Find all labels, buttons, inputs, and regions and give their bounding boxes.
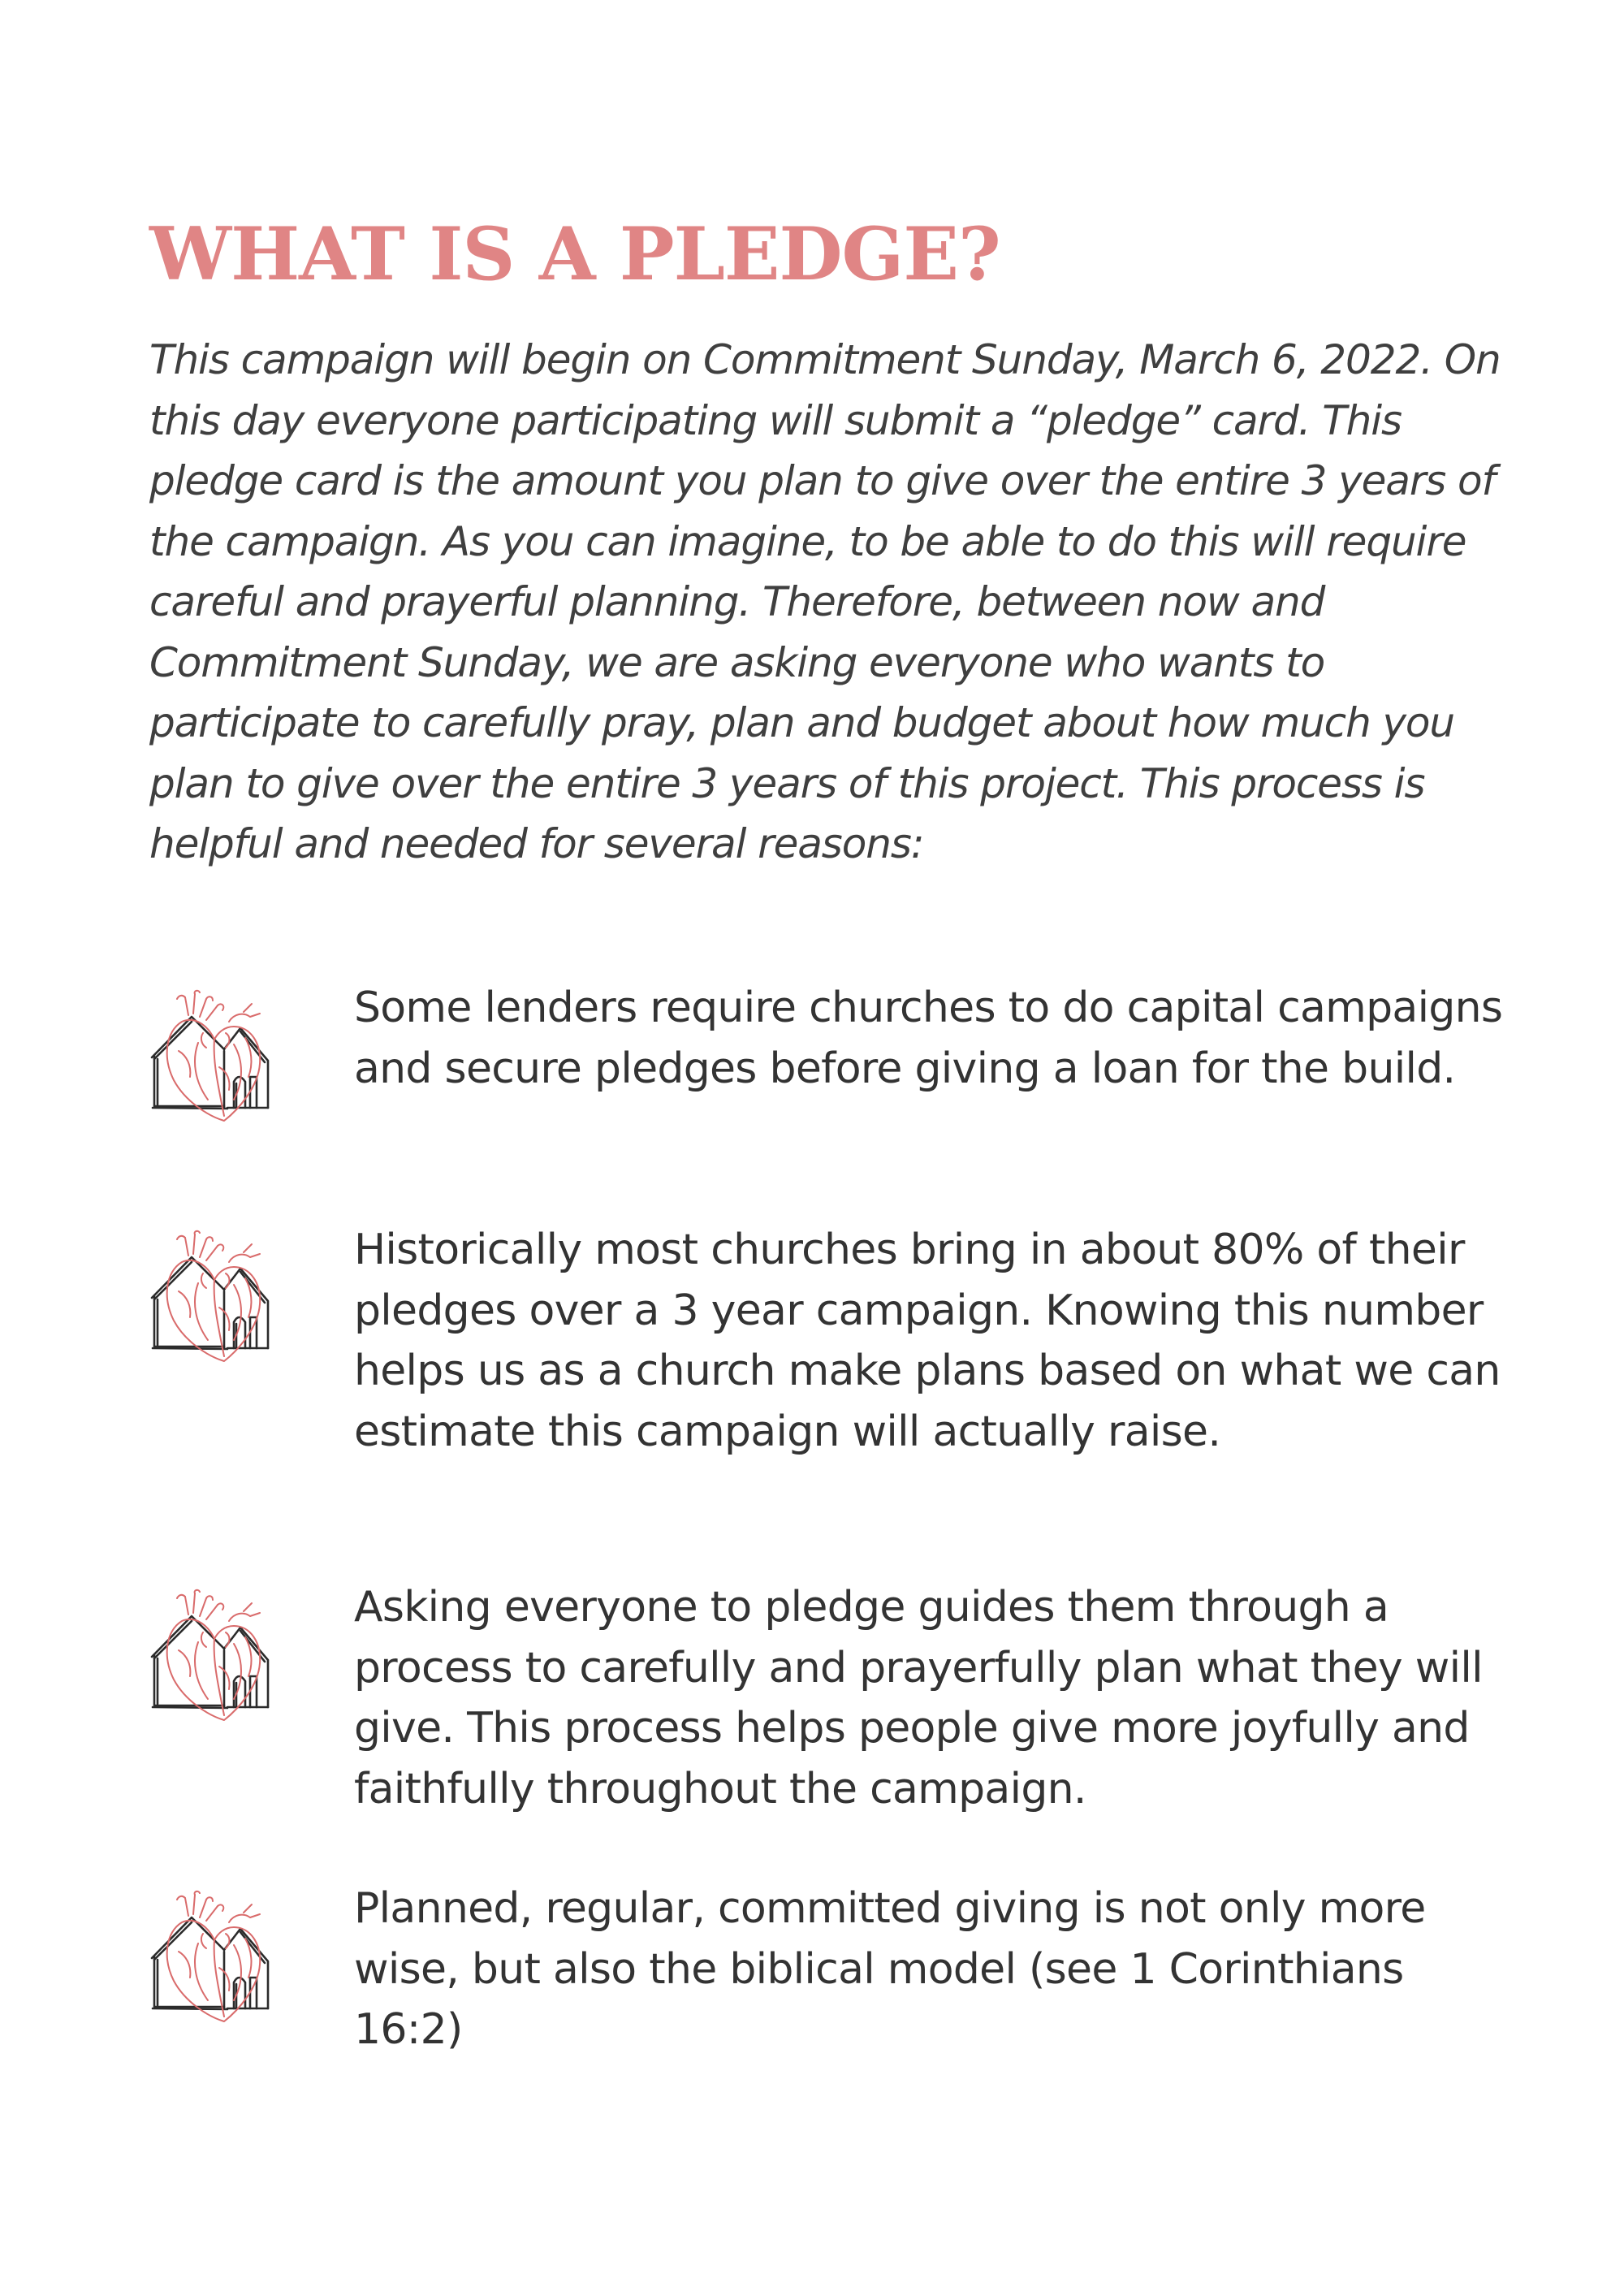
heart-house-icon: [149, 1887, 271, 2025]
intro-paragraph: This campaign will begin on Commitment Sunday, March 6, 2022. On this day everyone participating will submit a “pledge” card. This pledge card is the amount you plan to give over the entire 3 years of the campaign. As you can imagine, to be able to do this will require careful and prayerful planning. Therefore, between now and Commitment Sunday, we are asking everyone who wants to participate to carefully pray, plan and budget about how much you plan to give over the entire 3 years of this project. This process is helpful and needed for several reasons:: [149, 336, 1501, 867]
reason-text: Asking everyone to pledge guides them through a process to carefully and prayerfully plan what they will give. This process helps people give more joyfully and faithfully throughout the campaign.: [354, 1583, 1483, 1814]
page-title: WHAT IS A PLEDGE?: [149, 211, 1000, 297]
reason-text: Some lenders require churches to do capital campaigns and secure pledges before giving a loan for the build.: [354, 984, 1503, 1093]
heart-house-icon: [149, 986, 271, 1124]
reason-text: Historically most churches bring in about 80% of their pledges over a 3 year campaign. Knowing this number helps us as a church make plans based on what we can estimate this campaign will actually raise.: [354, 1226, 1501, 1456]
reason-text: Planned, regular, committed giving is not only more wise, but also the biblical model (see 1 Corinthians 16:2): [354, 1884, 1426, 2054]
heart-house-icon: [149, 1226, 271, 1364]
heart-house-icon: [149, 1585, 271, 1723]
